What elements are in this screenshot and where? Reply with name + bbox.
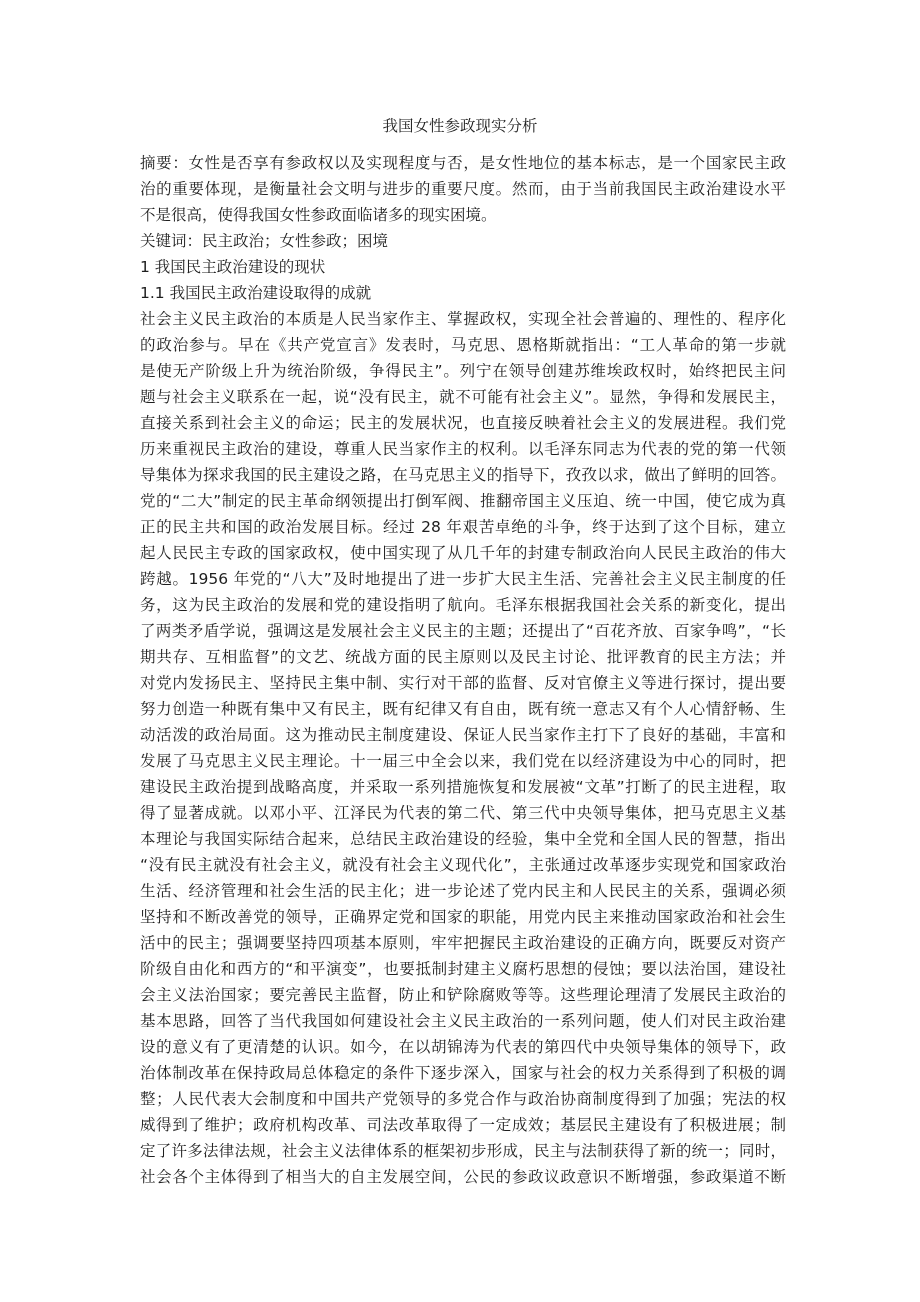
body-line: 务，这为民主政治的发展和党的建设指明了航向。毛泽东根据我国社会关系的新变化，提出 [140,596,786,614]
body-line: 得了显著成就。以邓小平、江泽民为代表的第二代、第三代中央领导集体，把马克思主义基 [140,804,786,822]
body-line: 跨越。1956 年党的“八大”及时地提出了进一步扩大民主生活、完善社会主义民主制度的任 [140,570,786,588]
body-line: 活中的民主；强调要坚持四项基本原则，牢牢把握民主政治建设的正确方向，既要反对资产 [140,934,786,952]
body-line: 了两类矛盾学说，强调这是发展社会主义民主的主题；还提出了“百花齐放、百家争鸣”，“长 [140,622,786,640]
body-line: 阶级自由化和西方的“和平演变”，也要抵制封建主义腐朽思想的侵蚀；要以法治国，建设社 [140,960,786,978]
body-line: 的政治参与。早在《共产党宣言》发表时，马克思、恩格斯就指出：“工人革命的第一步就 [140,336,786,354]
body-line: 题与社会主义联系在一起，说“没有民主，就不可能有社会主义”。显然，争得和发展民主， [140,388,786,406]
abstract-line: 不是很高，使得我国女性参政面临诸多的现实困境。 [140,206,497,224]
body-line: 基本思路，回答了当代我国如何建设社会主义民主政治的一系列问题，使人们对民主政治建 [140,1012,786,1030]
body-line: 生活、经济管理和社会生活的民主化；进一步论述了党内民主和人民民主的关系，强调必须 [140,882,786,900]
body-line: 党的“二大”制定的民主革命纲领提出打倒军阀、推翻帝国主义压迫、统一中国，使它成为真 [140,492,786,510]
body-line: 发展了马克思主义民主理论。十一届三中全会以来，我们党在以经济建设为中心的同时，把 [140,752,786,770]
body-line: 正的民主共和国的政治发展目标。经过 28 年艰苦卓绝的斗争，终于达到了这个目标，建立 [140,518,786,536]
body-line: 直接关系到社会主义的命运；民主的发展状况，也直接反映着社会主义的发展进程。我们党 [140,414,786,432]
body-line: 对党内发扬民主、坚持民主集中制、实行对干部的监督、反对官僚主义等进行探讨，提出要 [140,674,786,692]
abstract-line: 治的重要体现，是衡量社会文明与进步的重要尺度。然而，由于当前我国民主政治建设水平 [140,180,786,198]
body-line: 本理论与我国实际结合起来，总结民主政治建设的经验，集中全党和全国人民的智慧，指出 [140,830,786,848]
body-line: 动活泼的政治局面。这为推动民主制度建设、保证人民当家作主打下了良好的基础，丰富和 [140,726,786,744]
keywords-line: 关键词：民主政治；女性参政；困境 [140,232,389,250]
body-line: 整；人民代表大会制度和中国共产党领导的多党合作与政治协商制度得到了加强；宪法的权 [140,1090,786,1108]
body-line: 期共存、互相监督”的文艺、统战方面的民主原则以及民主讨论、批评教育的民主方法；并 [140,648,786,666]
body-line: 努力创造一种既有集中又有民主，既有纪律又有自由，既有统一意志又有个人心情舒畅、生 [140,700,786,718]
body-line: 定了许多法律法规，社会主义法律体系的框架初步形成，民主与法制获得了新的统一；同时， [140,1142,786,1160]
body-line: 治体制改革在保持政局总体稳定的条件下逐步深入，国家与社会的权力关系得到了积极的调 [140,1064,786,1082]
body-line: 会主义法治国家；要完善民主监督，防止和铲除腐败等等。这些理论理清了发展民主政治的 [140,986,786,1004]
section-heading: 1 我国民主政治建设的现状 [140,258,326,276]
body-line: “没有民主就没有社会主义，就没有社会主义现代化”，主张通过改革逐步实现党和国家政治 [140,856,786,874]
body-line: 社会主义民主政治的本质是人民当家作主、掌握政权，实现全社会普遍的、理性的、程序化 [140,310,786,328]
body-line: 是使无产阶级上升为统治阶级，争得民主”。列宁在领导创建苏维埃政权时，始终把民主问 [140,362,786,380]
abstract-line: 摘要：女性是否享有参政权以及实现程度与否，是女性地位的基本标志，是一个国家民主政 [140,154,786,172]
body-line: 起人民民主专政的国家政权，使中国实现了从几千年的封建专制政治向人民民主政治的伟大 [140,544,786,562]
body-line: 建设民主政治提到战略高度，并采取一系列措施恢复和发展被“文革”打断了的民主进程，取 [140,778,786,796]
subsection-heading: 1.1 我国民主政治建设取得的成就 [140,284,372,302]
body-line: 历来重视民主政治的建设，尊重人民当家作主的权利。以毛泽东同志为代表的党的第一代领 [140,440,786,458]
document-body [140,150,786,1190]
body-line: 导集体为探求我国的民主建设之路，在马克思主义的指导下，孜孜以求，做出了鲜明的回答。 [140,466,786,484]
body-line: 设的意义有了更清楚的认识。如今，在以胡锦涛为代表的第四代中央领导集体的领导下，政 [140,1038,786,1056]
body-line: 威得到了维护；政府机构改革、司法改革取得了一定成效；基层民主建设有了积极进展；制 [140,1116,786,1134]
document-title: 我国女性参政现实分析 [382,117,538,135]
body-line: 坚持和不断改善党的领导，正确界定党和国家的职能，用党内民主来推动国家政治和社会生 [140,908,786,926]
body-line: 社会各个主体得到了相当大的自主发展空间，公民的参政议政意识不断增强，参政渠道不断 [140,1168,786,1186]
